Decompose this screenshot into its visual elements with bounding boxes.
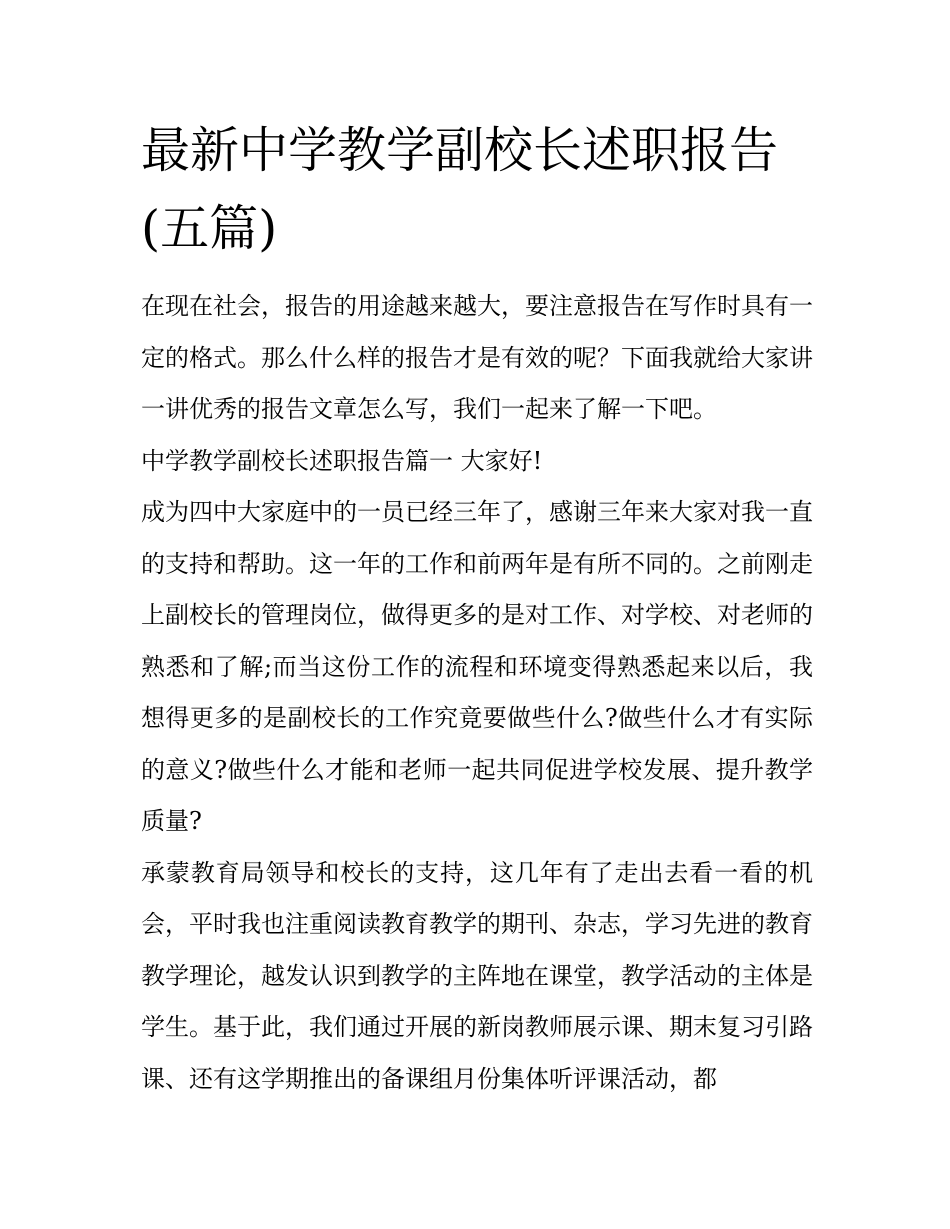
document-content xyxy=(141,112,813,1105)
document-title: 最新中学教学副校长述职报告(五篇) xyxy=(141,122,779,257)
intro-paragraph: 在现在社会，报告的用途越来越大，要注意报告在写作时具有一定的格式。那么什么样的报告才是有效的呢？下面我就给大家讲一讲优秀的报告文章怎么写，我们一起来了解一下吧。 xyxy=(141,292,813,423)
body-paragraph: 成为四中大家庭中的一员已经三年了，感谢三年来大家对我一直的支持和帮助。这一年的工作和前两年是有所不同的。之前刚走上副校长的管理岗位，做得更多的是对工作、对学校、对老师的熟悉和了解;而当这份工作的流程和环境变得熟悉起来以后，我想得更多的是副校长的工作究竟要做些什么?做些什么才有实际的意义?做些什么才能和老师一起共同促进学校发展、提升教学质量? xyxy=(141,498,813,835)
document-body xyxy=(141,281,813,1105)
section-heading-paragraph: 中学教学副校长述职报告篇一 大家好! xyxy=(141,446,543,475)
body-paragraph: 承蒙教育局领导和校长的支持，这几年有了走出去看一看的机会，平时我也注重阅读教育教学的期刊、杂志，学习先进的教育教学理论，越发认识到教学的主阵地在课堂，教学活动的主体是学生。基于此，我们通过开展的新岗教师展示课、期末复习引路课、还有这学期推出的备课组月份集体听评课活动，都 xyxy=(141,858,813,1093)
